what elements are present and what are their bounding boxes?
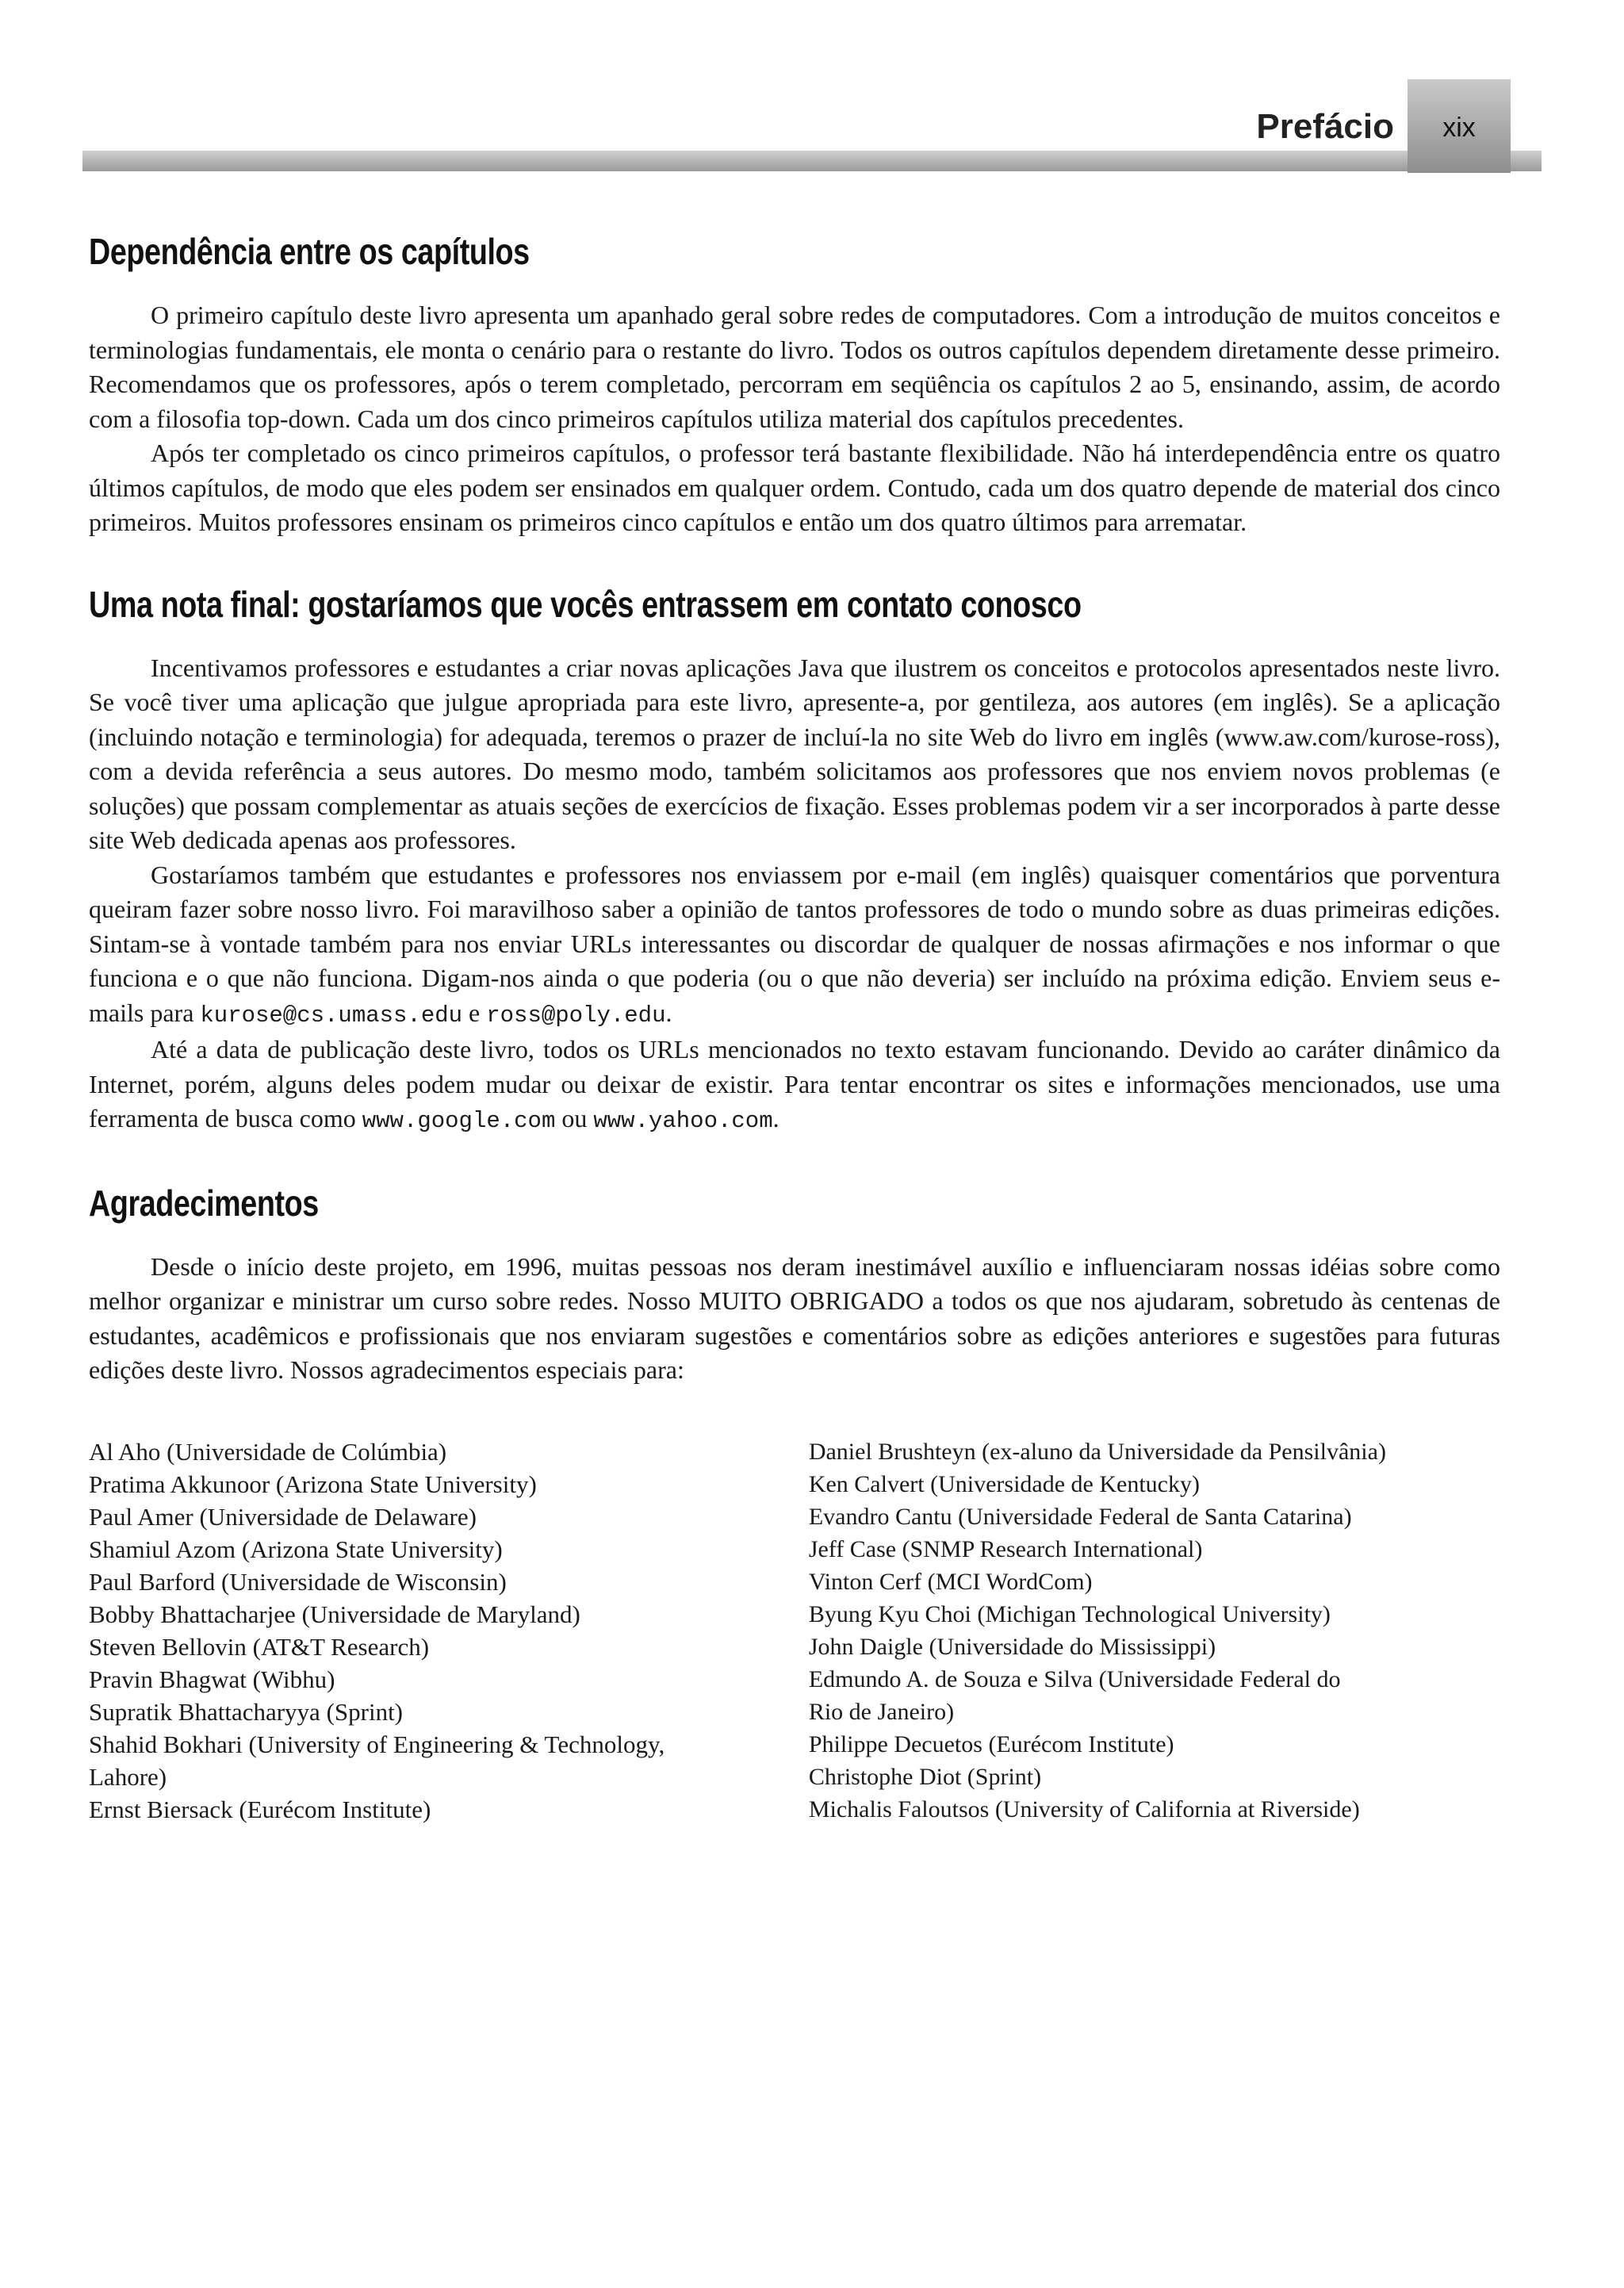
list-item: Edmundo A. de Souza e Silva (Universidade Federal do xyxy=(808,1665,1341,1692)
conjunction: e xyxy=(462,998,487,1027)
conjunction: ou xyxy=(555,1104,594,1133)
acknowledgment-column-right xyxy=(809,1435,1500,1826)
list-item: Jeff Case (SNMP Research International) xyxy=(808,1535,1203,1562)
list-item: Rio de Janeiro) xyxy=(808,1698,955,1725)
list-item: Paul Barford (Universidade de Wisconsin) xyxy=(89,1567,507,1596)
list-item: Pratima Akkunoor (Arizona State University) xyxy=(89,1470,537,1498)
list-item: Pravin Bhagwat (Wibhu) xyxy=(89,1665,335,1693)
list-item: John Daigle (Universidade do Mississippi) xyxy=(808,1633,1216,1660)
paragraph: O primeiro capítulo deste livro apresenta um apanhado geral sobre redes de computadores. Com a introdução de muitos conceitos e terminologias fundamentais, ele monta o cenário para o restante do livro. Todos os outros capítulos dependem diretamente desse primeiro. Recomendamos que os professores, após o terem completado, percorram em seqüência os capítulos 2 ao 5, ensinando, assim, de acordo com a filosofia top-down. Cada um dos cinco primeiros capítulos utiliza material dos capítulos precedentes. xyxy=(89,301,1500,433)
email-kurose: kurose@cs.umass.edu xyxy=(200,1002,463,1029)
list-item: Paul Amer (Universidade de Delaware) xyxy=(89,1502,477,1531)
page-number: xix xyxy=(1442,113,1476,143)
section-heading: Dependência entre os capítulos xyxy=(89,231,530,272)
section-acknowledgments xyxy=(89,1182,1500,1826)
list-item: Michalis Faloutsos (University of California at Riverside) xyxy=(808,1796,1360,1822)
list-item: Ernst Biersack (Eurécom Institute) xyxy=(89,1795,431,1823)
list-item: Byung Kyu Choi (Michigan Technological University) xyxy=(808,1600,1331,1627)
email-ross: ross@poly.edu xyxy=(486,1002,666,1029)
list-item: Shamiul Azom (Arizona State University) xyxy=(89,1535,503,1563)
list-item: Philippe Decuetos (Eurécom Institute) xyxy=(808,1730,1174,1757)
page-content xyxy=(89,230,1500,1868)
paragraph xyxy=(89,1033,1500,1139)
paragraph-text: Até a data de publicação deste livro, todos os URLs mencionados no texto estavam funcionando. Devido ao caráter dinâmico da Internet, porém, alguns deles podem mudar ou deixar de existir. Para tentar encontrar os sites e informações mencionados, use uma ferramenta de busca como xyxy=(89,1035,1500,1133)
page-number-tab xyxy=(1408,79,1511,173)
list-item: Lahore) xyxy=(89,1762,167,1791)
header-band xyxy=(82,151,1542,171)
running-header-title: Prefácio xyxy=(1256,107,1394,146)
period: . xyxy=(665,998,672,1027)
url-google: www.google.com xyxy=(362,1108,556,1134)
list-item: Christophe Diot (Sprint) xyxy=(808,1763,1042,1790)
section-heading: Agradecimentos xyxy=(89,1182,319,1224)
paragraph-text: Gostaríamos também que estudantes e professores nos enviassem por e-mail (em inglês) quaisquer comentários que porventura queiram fazer sobre nosso livro. Foi maravilhoso saber a opinião de tantos professores de todo o mundo sobre as duas primeiras edições. Sintam-se à vontade também para nos enviar URLs interessantes ou discordar de qualquer de nossas afirmações e nos informar o que funciona e o que não funciona. Digam-nos ainda o que poderia (ou o que não deveria) ser incluído na próxima edição. Enviem seus e-mails para xyxy=(89,860,1500,1027)
section-heading: Uma nota final: gostaríamos que vocês entrassem em contato conosco xyxy=(89,583,1082,625)
list-item: Shahid Bokhari (University of Engineering & Technology, xyxy=(89,1730,665,1758)
url-yahoo: www.yahoo.com xyxy=(593,1108,773,1134)
paragraph: Após ter completado os cinco primeiros capítulos, o professor terá bastante flexibilidade. Não há interdependência entre os quatro últimos capítulos, de modo que eles podem ser ensinados em qualquer ordem. Contudo, cada um dos quatro depende de material dos cinco primeiros. Muitos professores ensinam os primeiros cinco capítulos e então um dos quatro últimos para arrematar. xyxy=(89,439,1500,536)
acknowledgment-column-left xyxy=(89,1435,780,1826)
list-item: Al Aho (Universidade de Colúmbia) xyxy=(89,1437,447,1466)
section-final-note xyxy=(89,583,1500,1139)
list-item: Steven Bellovin (AT&T Research) xyxy=(89,1632,430,1661)
paragraph: Desde o início deste projeto, em 1996, muitas pessoas nos deram inestimável auxílio e influenciaram nossas idéias sobre como melhor organizar e ministrar um curso sobre redes. Nosso MUITO OBRIGADO a todos os que nos ajudaram, sobretudo às centenas de estudantes, acadêmicos e profissionais que nos enviaram sugestões e comentários sobre as edições anteriores e sugestões para futuras edições deste livro. Nossos agradecimentos especiais para: xyxy=(89,1251,1500,1384)
acknowledgment-list xyxy=(89,1435,1500,1826)
list-item: Daniel Brushteyn (ex-aluno da Universidade da Pensilvânia) xyxy=(808,1438,1386,1465)
section-chapter-dependency xyxy=(89,230,1500,540)
paragraph: Incentivamos professores e estudantes a criar novas aplicações Java que ilustrem os conceitos e protocolos apresentados neste livro. Se você tiver uma aplicação que julgue apropriada para este livro, apresente-a, por gentileza, aos autores (em inglês). Se a aplicação (incluindo notação e terminologia) for adequada, teremos o prazer de incluí-la no site Web do livro em inglês (www.aw.com/kurose-ross), com a devida referência a seus autores. Do mesmo modo, também solicitamos aos professores que nos enviem novos problemas (e soluções) que possam complementar as atuais seções de exercícios de fixação. Esses problemas podem vir a ser incorporados à parte desse site Web dedicada apenas aos professores. xyxy=(89,653,1500,854)
list-item: Supratik Bhattacharyya (Sprint) xyxy=(89,1697,404,1726)
paragraph xyxy=(89,858,1500,1033)
list-item: Bobby Bhattacharjee (Universidade de Maryland) xyxy=(89,1600,580,1628)
list-item: Vinton Cerf (MCI WordCom) xyxy=(808,1568,1093,1595)
list-item: Evandro Cantu (Universidade Federal de Santa Catarina) xyxy=(808,1503,1352,1530)
list-item: Ken Calvert (Universidade de Kentucky) xyxy=(808,1470,1200,1497)
period: . xyxy=(772,1104,779,1133)
